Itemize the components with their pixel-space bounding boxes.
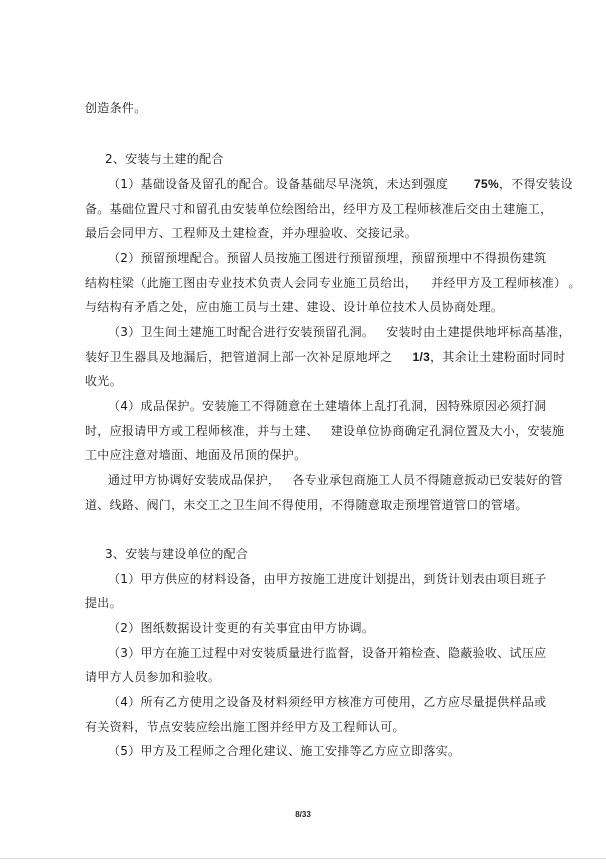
s2-item2-line1: （2）预留预埋配合。预留人员按施工图进行预留预埋，预留预埋中不得损伤建筑 (108, 251, 547, 265)
s3-item4-line1: （4）所有乙方使用之设备及材料须经甲方核准方可使用，乙方应尽量提供样品或 (108, 695, 547, 709)
s2-item1-line3: 最后会同甲方、工程师及土建检查，并办理验收、交接记录。 (85, 226, 418, 240)
s3-item1-line1: （1）甲方供应的材料设备，由甲方按施工进度计划提出，到货计划表由项目班子 (108, 572, 547, 586)
s2-closing-line1-text-a: 通过甲方协调好安装成品保护， (108, 473, 281, 487)
s2-item3-line1 (108, 325, 571, 339)
s2-item3-line1-text-b: 安装时由土建提供地坪标高基准， (386, 325, 571, 339)
s2-item3-line1-text-a: （3）卫生间土建施工时配合进行安装预留孔洞。 (108, 325, 375, 339)
s2-item1-line1 (108, 177, 573, 191)
s2-item2-line2-text-a: 结构柱梁（此施工图由专业技术负责人会同专业施工员给出， (85, 276, 418, 290)
section-2-heading: 2、安装与土建的配合 (105, 152, 224, 166)
s2-item1-line1-text-b: ，不得安装设 (498, 177, 573, 191)
s2-item1-percent: 75% (474, 177, 499, 191)
s2-item4-line2-text-b: 建设单位协商确定孔洞位置及大小，安装施 (330, 424, 565, 438)
s3-item5-line1: （5）甲方及工程师之合理化建议、施工安排等乙方应立即落实。 (108, 744, 461, 758)
s2-item2-line3: 与结构有矛盾之处，应由施工员与土建、建设、设计单位技术人员协商处理。 (85, 300, 504, 314)
s2-item3-line3: 收光。 (85, 374, 122, 388)
s3-item4-line2: 有关资料，节点安装应绘出施工图并经甲方及工程师认可。 (85, 720, 405, 734)
s2-item2-line2-text-c: 。 (568, 276, 581, 290)
s2-item1-line2: 备。基础位置尺寸和留孔由安装单位绘图给出，经甲方及工程师核准后交由土建施工， (85, 202, 553, 216)
s3-item2-line1: （2）图纸数据设计变更的有关事宜由甲方协调。 (108, 621, 375, 635)
s3-item3-line1: （3）甲方在施工过程中对安装质量进行监督，设备开箱检查、隐蔽验收、试压应 (108, 646, 547, 660)
s2-item3-line2-text-b: ，其余让土建粉面时同时 (430, 350, 566, 364)
s2-closing-line1-text-b: 各专业承包商施工人员不得随意扳动已安装好的管 (292, 473, 563, 487)
s2-item1-line1-text-a: （1）基础设备及留孔的配合。设备基础尽早浇筑，未达到强度 (108, 177, 449, 191)
page-number: 8/33 (295, 810, 311, 819)
s2-item4-line1: （4）成品保护。安装施工不得随意在土建墙体上乱打孔洞，因特殊原因必须打洞 (108, 399, 547, 413)
s3-item3-line2: 请甲方人员参加和验收。 (85, 670, 221, 684)
s2-item4-line2 (85, 424, 564, 438)
page-bottom-rule (0, 858, 606, 859)
s2-item3-line2 (85, 350, 565, 364)
s2-item2-line2-text-b: 并经甲方及工程师核准） (431, 276, 561, 290)
s2-item2-line2 (85, 276, 581, 290)
s2-item4-line2-text-a: 时，应报请甲方或工程师核准，并与土建、 (85, 424, 319, 438)
s2-closing-line1 (108, 473, 563, 487)
s2-closing-line2: 道、线路、阀门，未交工之卫生间不得使用，不得随意取走预埋管道管口的管堵。 (85, 498, 528, 512)
section-3-heading: 3、安装与建设单位的配合 (105, 547, 249, 561)
intro-line: 创造条件。 (85, 101, 147, 115)
s3-item1-line2: 提出。 (85, 596, 122, 610)
s2-item3-line2-text-a: 装好卫生器具及地漏后，把管道洞上部一次补足原地坪之 (85, 350, 393, 364)
s2-item4-line3: 工中应注意对墙面、地面及吊顶的保护。 (85, 448, 307, 462)
s2-item3-fraction: 1/3 (412, 350, 431, 364)
